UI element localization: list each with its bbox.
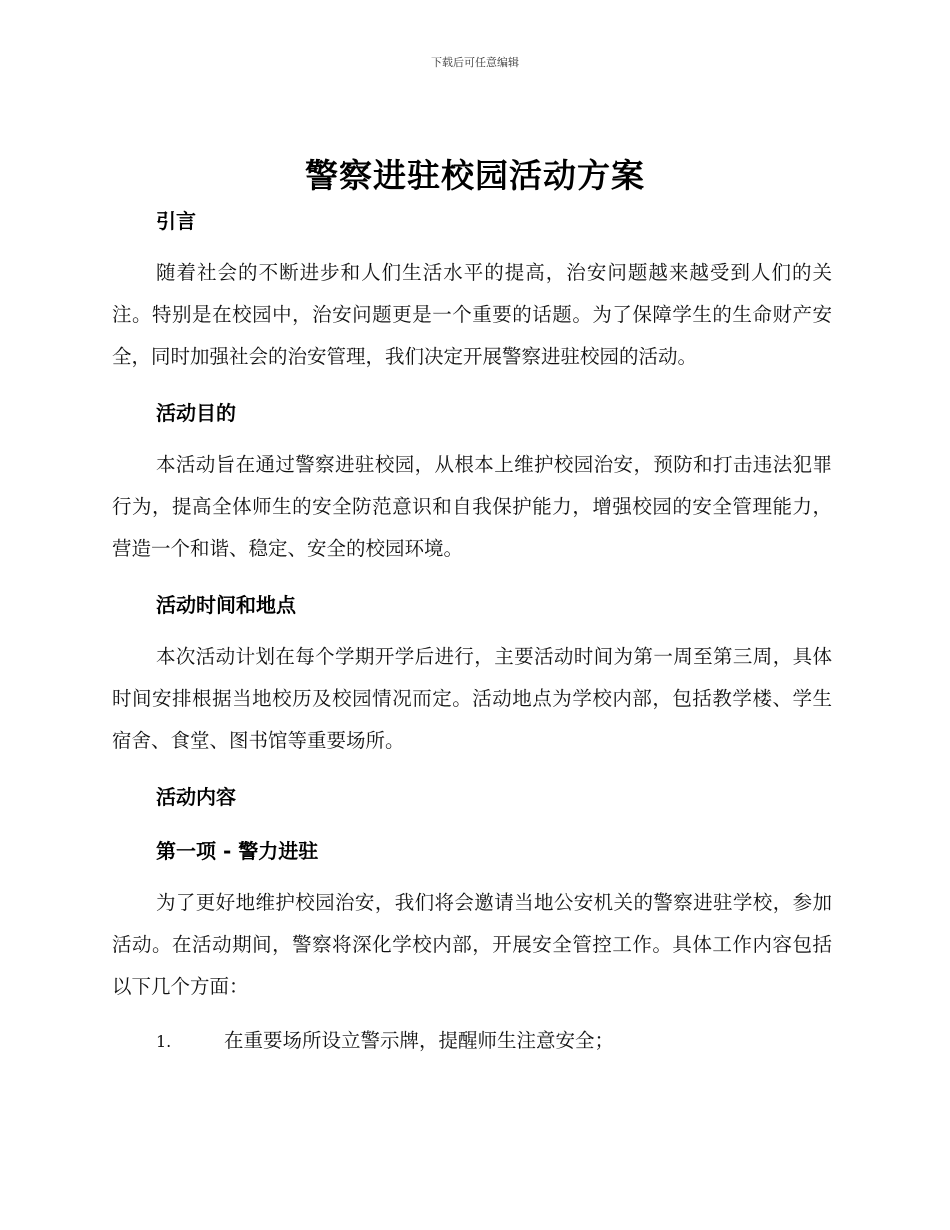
document-body [112,202,832,1063]
document-title: 警察进驻校园活动方案 [305,156,645,195]
section-heading-content: 活动内容 [156,785,236,809]
section-heading-purpose: 活动目的 [156,401,236,425]
list-item [112,1020,832,1063]
subsection-paragraph-police-presence: 为了更好地维护校园治安，我们将会邀请当地公安机关的警察进驻学校，参加活动。在活动期间，警察将深化学校内部，开展安全管控工作。具体工作内容包括以下几个方面： [112,891,832,998]
list-item-text: 在重要场所设立警示牌，提醒师生注意安全； [224,1029,615,1052]
list-item-number: 1. [156,1032,172,1051]
header-note: 下载后可任意编辑 [431,56,519,69]
subsection-heading-police-presence: 第一项 - 警力进驻 [156,839,319,863]
section-paragraph-time-place: 本次活动计划在每个学期开学后进行，主要活动时间为第一周至第三周，具体时间安排根据当地校历及校园情况而定。活动地点为学校内部，包括教学楼、学生宿舍、食堂、图书馆等重要场所。 [112,645,832,752]
section-paragraph-purpose: 本活动旨在通过警察进驻校园，从根本上维护校园治安，预防和打击违法犯罪行为，提高全体师生的安全防范意识和自我保护能力，增强校园的安全管理能力，营造一个和谐、稳定、安全的校园环境。 [112,453,832,560]
section-heading-time-place: 活动时间和地点 [156,593,296,617]
section-heading-intro: 引言 [156,209,196,233]
section-paragraph-intro: 随着社会的不断进步和人们生活水平的提高，治安问题越来越受到人们的关注。特别是在校园中，治安问题更是一个重要的话题。为了保障学生的生命财产安全，同时加强社会的治安管理，我们决定开展警察进驻校园的活动。 [112,261,832,368]
